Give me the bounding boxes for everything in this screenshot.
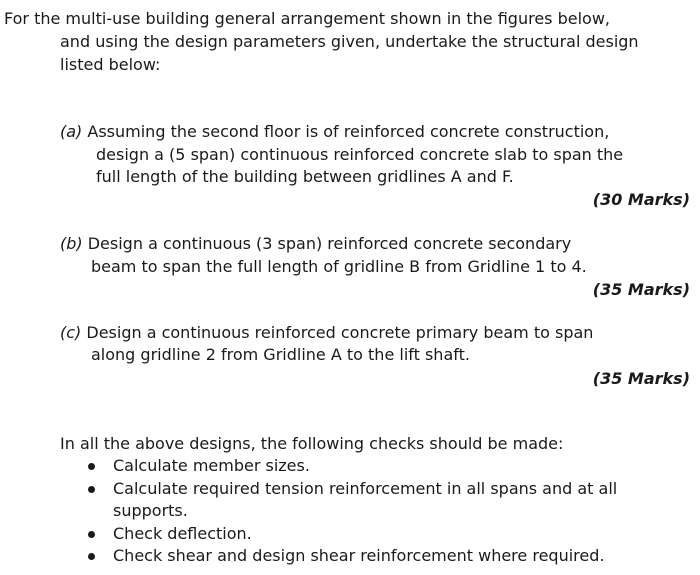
- intro-line-2: and using the design parameters given, undertake the structural design: [60, 32, 639, 51]
- part-a-marks: (30 Marks): [592, 190, 690, 209]
- intro-line-3: listed below:: [60, 55, 161, 74]
- bullet-icon: [88, 463, 95, 470]
- checks-heading: In all the above designs, the following checks should be made:: [60, 434, 564, 453]
- part-b-marks: (35 Marks): [592, 280, 690, 299]
- part-b-text-1: Design a continuous (3 span) reinforced concrete secondary: [87, 234, 572, 253]
- part-c-marks: (35 Marks): [592, 369, 690, 388]
- check-item-4: Check shear and design shear reinforcement where required.: [113, 546, 605, 565]
- check-item-1: Calculate member sizes.: [113, 456, 310, 475]
- check-item-2-line-1: Calculate required tension reinforcement in all spans and at all: [113, 479, 618, 498]
- bullet-icon: [88, 531, 95, 538]
- part-c-label: (c): [60, 323, 82, 342]
- part-a-text-1: Assuming the second floor is of reinforced concrete construction,: [87, 122, 610, 141]
- bullet-icon: [88, 553, 95, 560]
- part-a-line-3: full length of the building between gridlines A and F.: [96, 167, 514, 186]
- part-b-line-1: [60, 233, 571, 255]
- part-b-line-2: beam to span the full length of gridline B from Gridline 1 to 4.: [91, 257, 587, 276]
- bullet-icon: [88, 486, 95, 493]
- part-a-line-1: [60, 121, 609, 143]
- part-c-line-1: [60, 322, 593, 344]
- part-a-line-2: design a (5 span) continuous reinforced concrete slab to span the: [96, 145, 624, 164]
- intro-line-1: For the multi-use building general arrangement shown in the figures below,: [4, 9, 610, 28]
- part-c-line-2: along gridline 2 from Gridline A to the lift shaft.: [91, 345, 470, 364]
- part-b-label: (b): [60, 234, 83, 253]
- part-c-text-1: Design a continuous reinforced concrete primary beam to span: [86, 323, 594, 342]
- check-item-3: Check deflection.: [113, 524, 252, 543]
- part-a-label: (a): [60, 122, 83, 141]
- check-item-2-line-2: supports.: [113, 501, 188, 520]
